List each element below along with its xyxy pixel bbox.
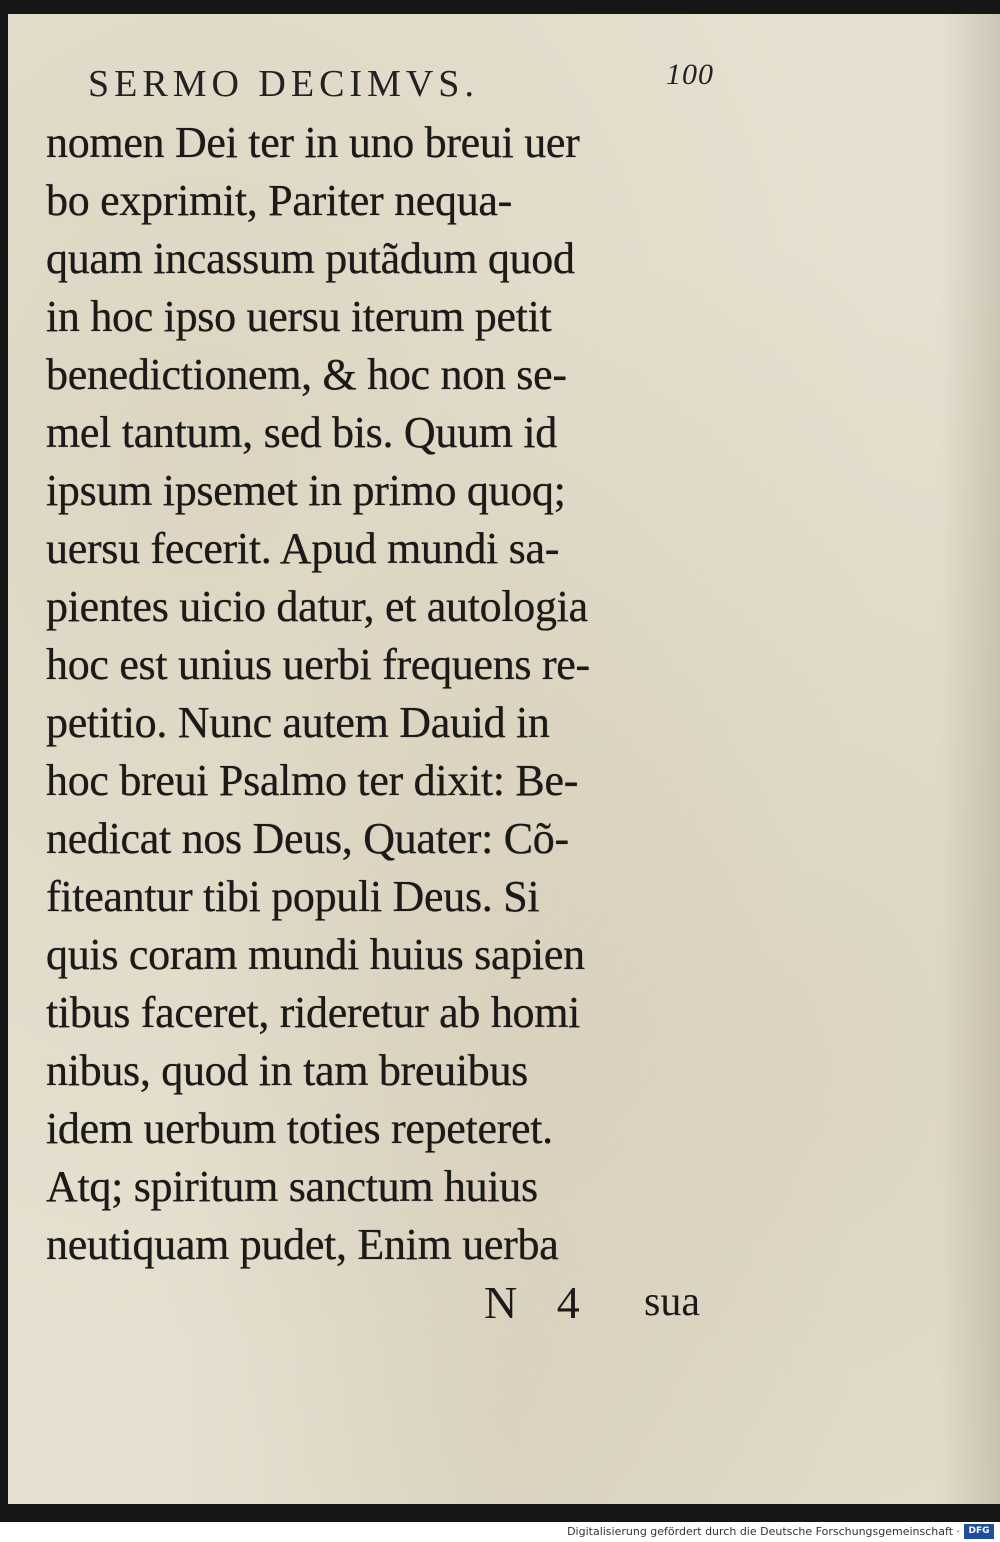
- catchword: sua: [644, 1279, 700, 1325]
- text-line: benedictionem, & hoc non se-: [46, 350, 567, 399]
- body-text: [46, 114, 726, 1274]
- text-line: fiteantur tibi populi Deus. Si: [46, 872, 540, 921]
- page-header: [78, 56, 718, 106]
- text-line: ipsum ipsemet in primo quoq;: [46, 466, 566, 515]
- text-line: mel tantum, sed bis. Quum id: [46, 408, 558, 457]
- text-line: pientes uicio datur, et autologia: [46, 582, 588, 631]
- text-line: quam incassum putãdum quod: [46, 234, 575, 283]
- text-line: hoc breui Psalmo ter dixit: Be-: [46, 756, 579, 805]
- text-line: nedicat nos Deus, Quater: Cõ-: [46, 814, 569, 863]
- book-page: [8, 14, 1000, 1504]
- signature-mark: N 4: [484, 1277, 594, 1328]
- text-line: neutiquam pudet, Enim uerba: [46, 1220, 559, 1269]
- text-line: bo exprimit, Pariter nequa-: [46, 176, 512, 225]
- page-footer: [46, 1276, 726, 1336]
- folio-number: 100: [666, 58, 714, 91]
- credit-bar: [0, 1522, 1000, 1542]
- funding-credit: Digitalisierung gefördert durch die Deutsche Forschungsgemeinschaft ·: [567, 1525, 960, 1538]
- running-title: SERMO DECIMVS.: [88, 63, 479, 105]
- dfg-logo: DFG: [964, 1524, 994, 1539]
- text-line: in hoc ipso uersu iterum petit: [46, 292, 552, 341]
- text-line: petitio. Nunc autem Dauid in: [46, 698, 550, 747]
- text-line: idem uerbum toties repeteret.: [46, 1104, 553, 1153]
- text-line: nomen Dei ter in uno breui uer: [46, 118, 580, 167]
- text-line: hoc est unius uerbi frequens re-: [46, 640, 590, 689]
- text-line: Atq; spiritum sanctum huius: [46, 1162, 538, 1211]
- text-line: nibus, quod in tam breuibus: [46, 1046, 528, 1095]
- text-line: quis coram mundi huius sapien: [46, 930, 585, 979]
- text-line: uersu fecerit. Apud mundi sa-: [46, 524, 560, 573]
- text-line: tibus faceret, rideretur ab homi: [46, 988, 581, 1037]
